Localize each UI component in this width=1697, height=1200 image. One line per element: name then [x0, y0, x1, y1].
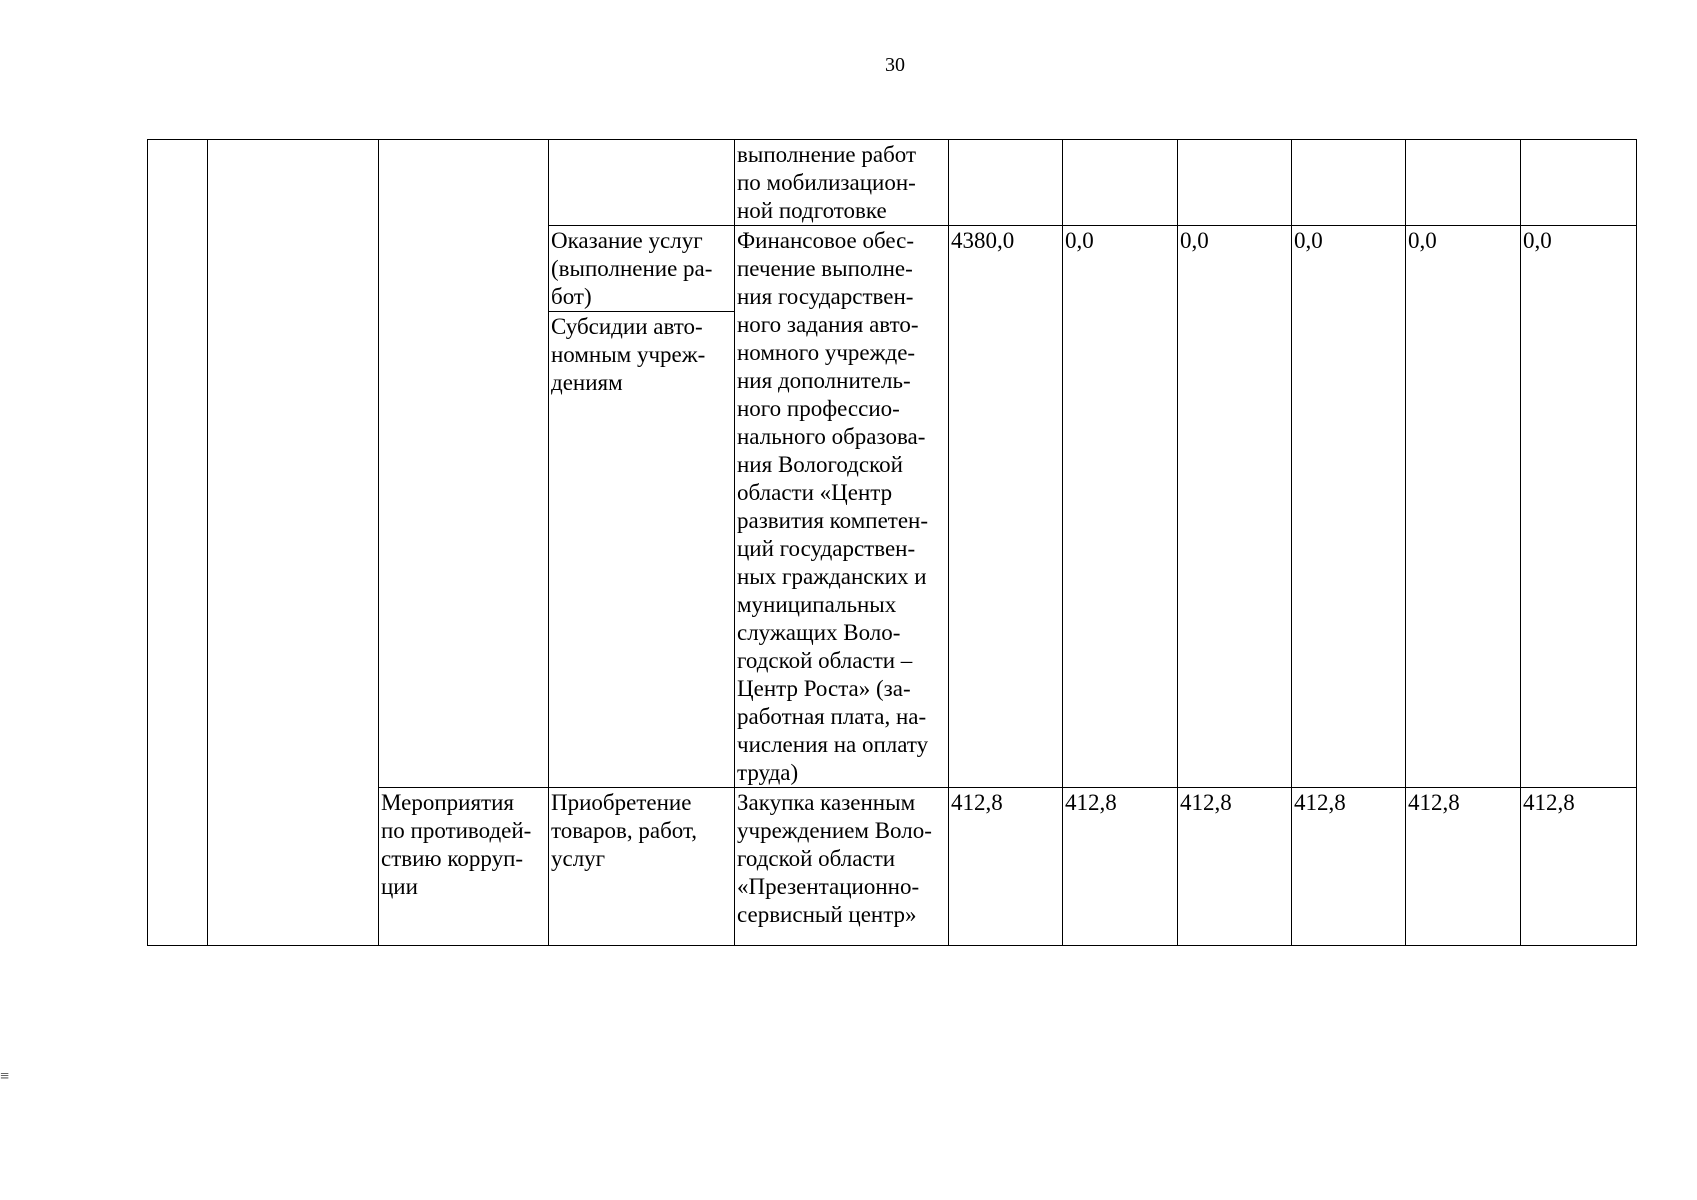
description-cell [735, 226, 949, 788]
text-line: служащих Воло- [737, 620, 901, 645]
text-line: Закупка казенным [737, 790, 916, 815]
description-cell [735, 140, 949, 226]
text-line: числения на оплату [737, 732, 929, 757]
text-line: годской области – [737, 648, 913, 673]
text-line: ции [381, 874, 418, 899]
text-line: ной подготовке [737, 198, 887, 223]
text-line: Субсидии авто- [551, 314, 703, 340]
value-cell: 0,0 [1063, 226, 1178, 788]
text-line: области «Центр [737, 480, 893, 505]
description-text [737, 227, 946, 787]
text-line: номного учрежде- [737, 340, 916, 365]
value-cell: 412,8 [1178, 788, 1292, 946]
expense-type-text [551, 789, 732, 873]
table-cell-empty [208, 140, 379, 946]
value-cell: 0,0 [1406, 226, 1521, 788]
text-line: «Презентационно- [737, 874, 920, 899]
text-line: бот) [551, 284, 592, 309]
text-line: учреждением Воло- [737, 818, 932, 843]
text-line: ствию корруп- [381, 846, 524, 871]
text-line: услуг [551, 846, 606, 871]
text-line: работная плата, на- [737, 704, 927, 729]
table-cell-empty [1292, 140, 1406, 226]
expense-type-cell [549, 788, 735, 946]
text-line: Финансовое обес- [737, 228, 915, 253]
text-line: по мобилизацион- [737, 170, 916, 195]
expense-type-text [551, 313, 732, 397]
text-line: годской области [737, 846, 896, 871]
value-cell: 412,8 [1292, 788, 1406, 946]
text-line: Мероприятия [381, 790, 514, 815]
text-line: (выполнение ра- [551, 256, 713, 281]
table-cell-empty [379, 140, 549, 788]
value-cell: 412,8 [949, 788, 1063, 946]
description-cell [735, 788, 949, 946]
table-cell-empty [549, 140, 735, 226]
value-cell: 0,0 [1292, 226, 1406, 788]
text-line: Приобретение [551, 790, 692, 815]
value-cell: 0,0 [1521, 226, 1637, 788]
text-line: номным учреж- [551, 342, 706, 368]
budget-table [147, 139, 1637, 946]
text-line: выполнение работ [737, 142, 917, 167]
text-line: ных гражданских и [737, 564, 927, 589]
page-number: 30 [885, 54, 905, 76]
text-line: нального образова- [737, 424, 926, 449]
table-cell-empty [1063, 140, 1178, 226]
table-row [148, 140, 1637, 226]
text-line: ного задания авто- [737, 312, 919, 337]
text-line: ния дополнитель- [737, 368, 911, 393]
table-cell-empty [1521, 140, 1637, 226]
text-line: по противодей- [381, 818, 532, 843]
text-line: ций государствен- [737, 536, 916, 561]
text-line: труда) [737, 760, 799, 785]
measure-text [381, 789, 546, 901]
text-line: печение выполне- [737, 256, 913, 281]
text-line: Оказание услуг [551, 228, 703, 253]
scan-edge-mark: ≡ [0, 1068, 10, 1085]
expense-type-text [551, 227, 732, 311]
expense-type-cell [549, 226, 735, 312]
value-cell: 412,8 [1521, 788, 1637, 946]
table-cell-empty [1178, 140, 1292, 226]
description-text [737, 141, 946, 225]
table-cell-empty [148, 140, 208, 946]
text-line: ного профессио- [737, 396, 900, 421]
text-line: дениям [551, 370, 623, 396]
description-text [737, 789, 946, 929]
value-cell: 4380,0 [949, 226, 1063, 788]
text-line: ния государствен- [737, 284, 914, 309]
table-cell-empty [949, 140, 1063, 226]
text-line: сервисный центр» [737, 902, 917, 927]
measure-cell [379, 788, 549, 946]
text-line: Центр Роста» (за- [737, 676, 911, 701]
expense-type-cell [549, 312, 735, 788]
value-cell: 0,0 [1178, 226, 1292, 788]
value-cell: 412,8 [1406, 788, 1521, 946]
text-line: ния Вологодской [737, 452, 903, 477]
text-line: развития компетен- [737, 508, 929, 533]
table-cell-empty [1406, 140, 1521, 226]
text-line: муниципальных [737, 592, 897, 617]
value-cell: 412,8 [1063, 788, 1178, 946]
text-line: товаров, работ, [551, 818, 698, 843]
